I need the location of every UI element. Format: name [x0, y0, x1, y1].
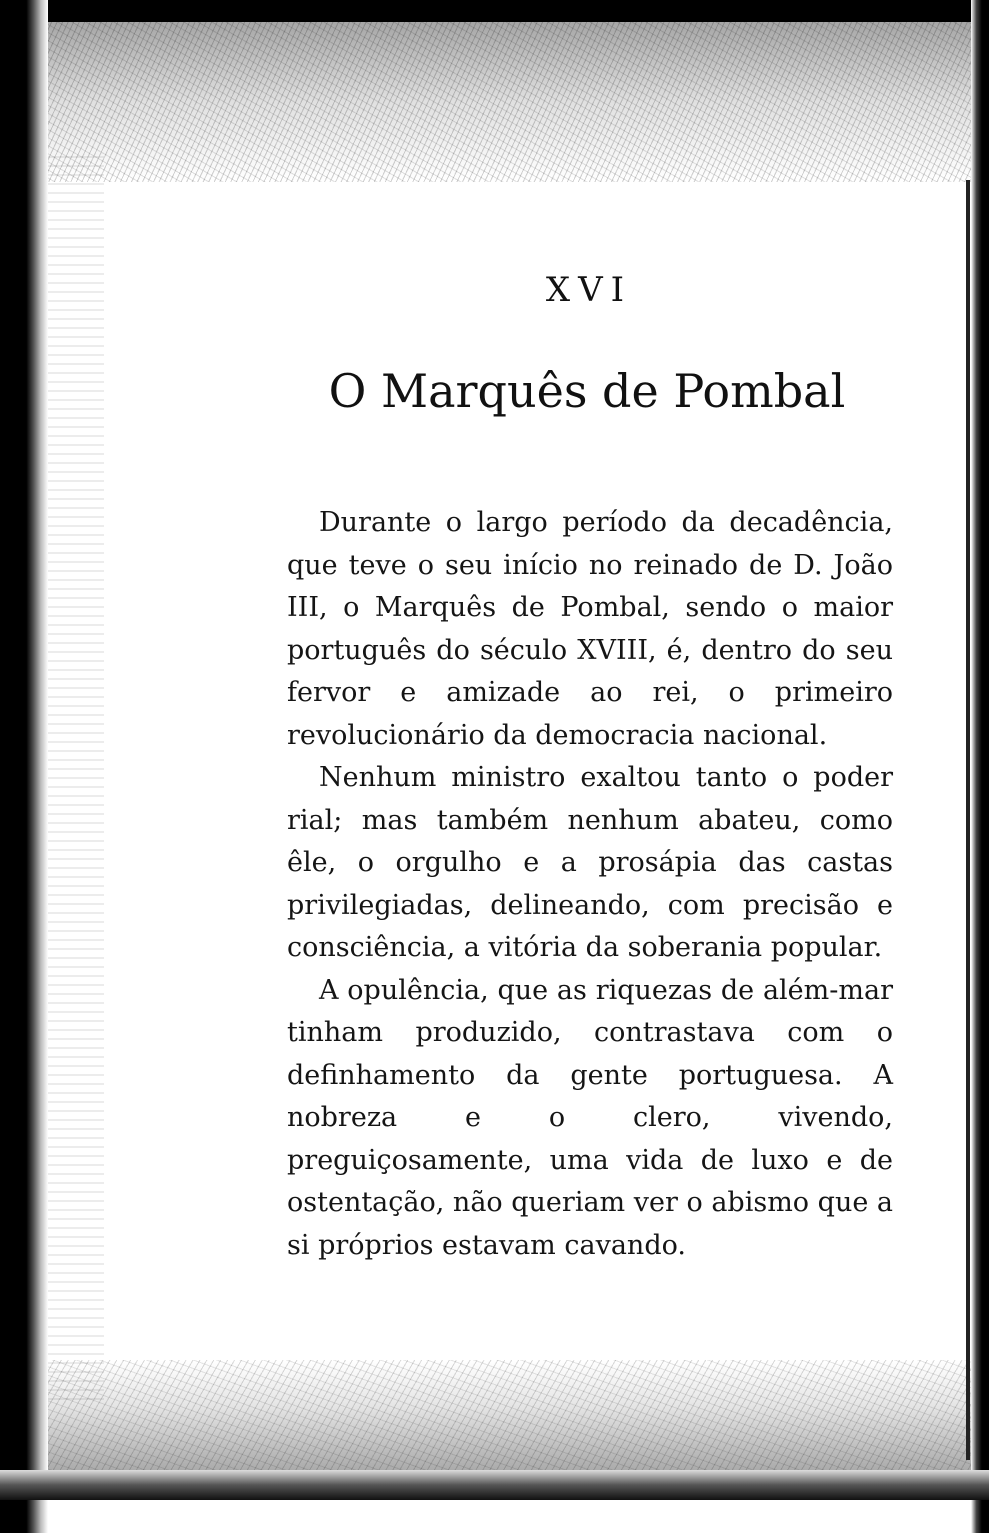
scan-noise-left	[44, 150, 104, 1400]
scan-noise-bottom	[40, 1360, 975, 1475]
scan-edge-right	[971, 0, 989, 1533]
scan-edge-bottom	[0, 1470, 989, 1500]
body-text	[287, 502, 893, 1267]
scan-edge-top	[0, 0, 989, 22]
scan-noise-top	[40, 22, 975, 182]
chapter-number: XVI	[545, 270, 633, 310]
paragraph-2: Nenhum ministro exaltou tanto o poder rial; mas também nenhum abateu, como êle, o orgulho e a prosápia das castas privilegiadas, delineando, com precisão e consciência, a vitória da soberania popular.	[287, 762, 893, 963]
chapter-title: O Marquês de Pombal	[328, 364, 846, 418]
paragraph-3: A opulência, que as riquezas de além-mar tinham produzido, contrastava com o definhamento da gente portuguesa. A nobreza e o clero, vivendo, preguiçosamente, uma vida de luxo e de ostentação, não queriam ver o abismo que a si próprios estavam cavando.	[287, 974, 893, 1261]
scan-edge-left	[0, 0, 48, 1533]
page-right-border	[966, 180, 970, 1460]
paragraph-1: Durante o largo período da decadência, que teve o seu início no reinado de D. João III, o Marquês de Pombal, sendo o maior português do século XVIII, é, dentro do seu fervor e amizade ao rei, o primeiro revolucionário da democracia nacional.	[287, 507, 893, 751]
